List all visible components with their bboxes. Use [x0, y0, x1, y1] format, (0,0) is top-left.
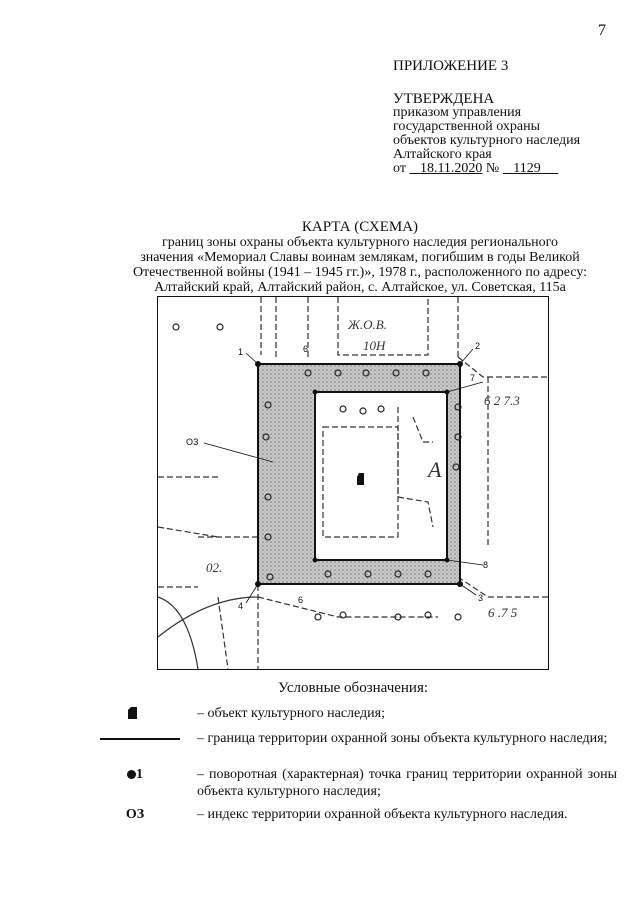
- lot-label: 02.: [206, 560, 223, 575]
- point-label: 1: [238, 347, 244, 357]
- page-number: 7: [598, 22, 606, 39]
- legend-item-zone-index: [95, 806, 630, 826]
- legend-heading: Условные обозначения:: [278, 680, 429, 696]
- map-title: [120, 220, 600, 295]
- heritage-object-marker: [357, 473, 364, 485]
- lot-label: А: [428, 457, 442, 482]
- point-label: 3: [478, 593, 484, 603]
- approval-date: 18.11.2020: [419, 161, 483, 176]
- approval-heading: УТВЕРЖДЕНА: [393, 91, 495, 107]
- approval-date-line: [393, 162, 580, 176]
- approval-block: [393, 92, 580, 176]
- legend-item-heritage-object: [95, 705, 630, 725]
- map-title-heading: КАРТА (СХЕМА): [301, 219, 419, 235]
- legend-text: – поворотная (характерная) точка границ территории охранной зоны объекта культурного наследия;: [197, 767, 617, 799]
- legend-item-turning-point: [95, 766, 630, 802]
- lot-label: 6 .7 5: [488, 605, 518, 620]
- map-title-line: Алтайский край, Алтайский район, с. Алтайское, ул. Советская, 115а: [154, 280, 566, 295]
- zone-index-label: ОЗ: [186, 437, 199, 447]
- map-title-line: значения «Мемориал Славы воинам землякам, погибшим в годы Великой: [140, 250, 580, 265]
- lot-label: 6 2 7.3: [484, 393, 520, 408]
- map-svg: [158, 297, 548, 669]
- map-scheme: [157, 296, 549, 670]
- legend-text: – объект культурного наследия;: [197, 706, 385, 721]
- lot-label: Ж.О.В.: [348, 317, 387, 332]
- point-label: 8: [483, 560, 489, 570]
- legend-item-zone-boundary: [95, 730, 630, 766]
- number-sign: №: [485, 161, 500, 176]
- lot-label: 10Н: [363, 338, 386, 353]
- point-label: 4: [238, 601, 244, 611]
- heritage-object-icon: [95, 705, 175, 726]
- legend-text: – индекс территории охранной объекта культурного наследия.: [197, 807, 568, 822]
- approval-line: Алтайского края: [393, 147, 492, 162]
- date-prefix: от: [393, 161, 406, 176]
- turning-point-icon: 1: [95, 766, 175, 783]
- appendix-heading: ПРИЛОЖЕНИЕ 3: [393, 58, 509, 74]
- point-label: 6: [303, 344, 309, 354]
- point-label: 2: [475, 341, 481, 351]
- approval-line: объектов культурного наследия: [393, 133, 581, 148]
- legend-text: – граница территории охранной зоны объекта культурного наследия;: [197, 731, 608, 746]
- map-title-line: Отечественной войны (1941 – 1945 гг.)», 1978 г., расположенного по адресу:: [132, 265, 588, 280]
- map-title-line: границ зоны охраны объекта культурного наследия регионального: [161, 235, 559, 250]
- boundary-line-icon: [100, 738, 180, 740]
- approval-line: приказом управления: [393, 105, 522, 120]
- approval-number: 1129: [513, 161, 541, 176]
- point-label: 7: [470, 373, 476, 383]
- approval-line: государственной охраны: [393, 119, 541, 134]
- point-label: 6: [298, 595, 304, 605]
- zone-index-symbol: ОЗ: [125, 807, 145, 822]
